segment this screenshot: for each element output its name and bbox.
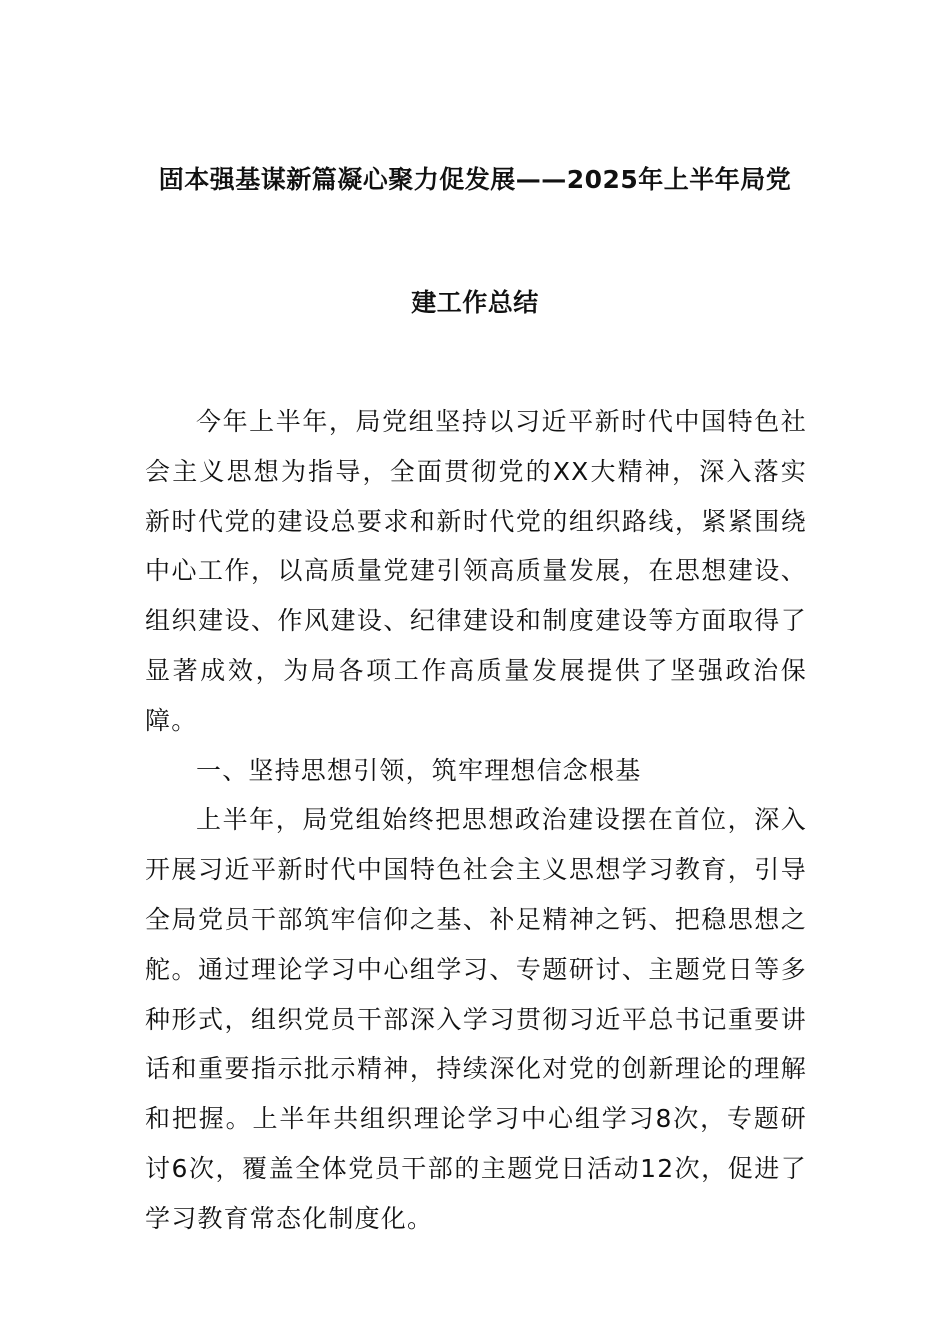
- document-body: [145, 397, 807, 1244]
- document-title-line-1: 固本强基谋新篇凝心聚力促发展——2025年上半年局党: [158, 165, 792, 194]
- section-1-paragraph: 上半年，局党组始终把思想政治建设摆在首位，深入开展习近平新时代中国特色社会主义思想学习教育，引导全局党员干部筑牢信仰之基、补足精神之钙、把稳思想之舵。通过理论学习中心组学习、专题研讨、主题党日等多种形式，组织党员干部深入学习贯彻习近平总书记重要讲话和重要指示批示精神，持续深化对党的创新理论的理解和把握。上半年共组织理论学习中心组学习8次，专题研讨6次，覆盖全体党员干部的主题党日活动12次，促进了学习教育常态化制度化。: [145, 805, 807, 1233]
- section-1-heading: 一、坚持思想引领，筑牢理想信念根基: [196, 755, 642, 785]
- intro-paragraph: 今年上半年，局党组坚持以习近平新时代中国特色社会主义思想为指导，全面贯彻党的XX大精神，深入落实新时代党的建设总要求和新时代党的组织路线，紧紧围绕中心工作，以高质量党建引领高质量发展，在思想建设、组织建设、作风建设、纪律建设和制度建设等方面取得了显著成效，为局各项工作高质量发展提供了坚强政治保障。: [145, 407, 807, 735]
- document-title-line-2: 建工作总结: [411, 288, 539, 317]
